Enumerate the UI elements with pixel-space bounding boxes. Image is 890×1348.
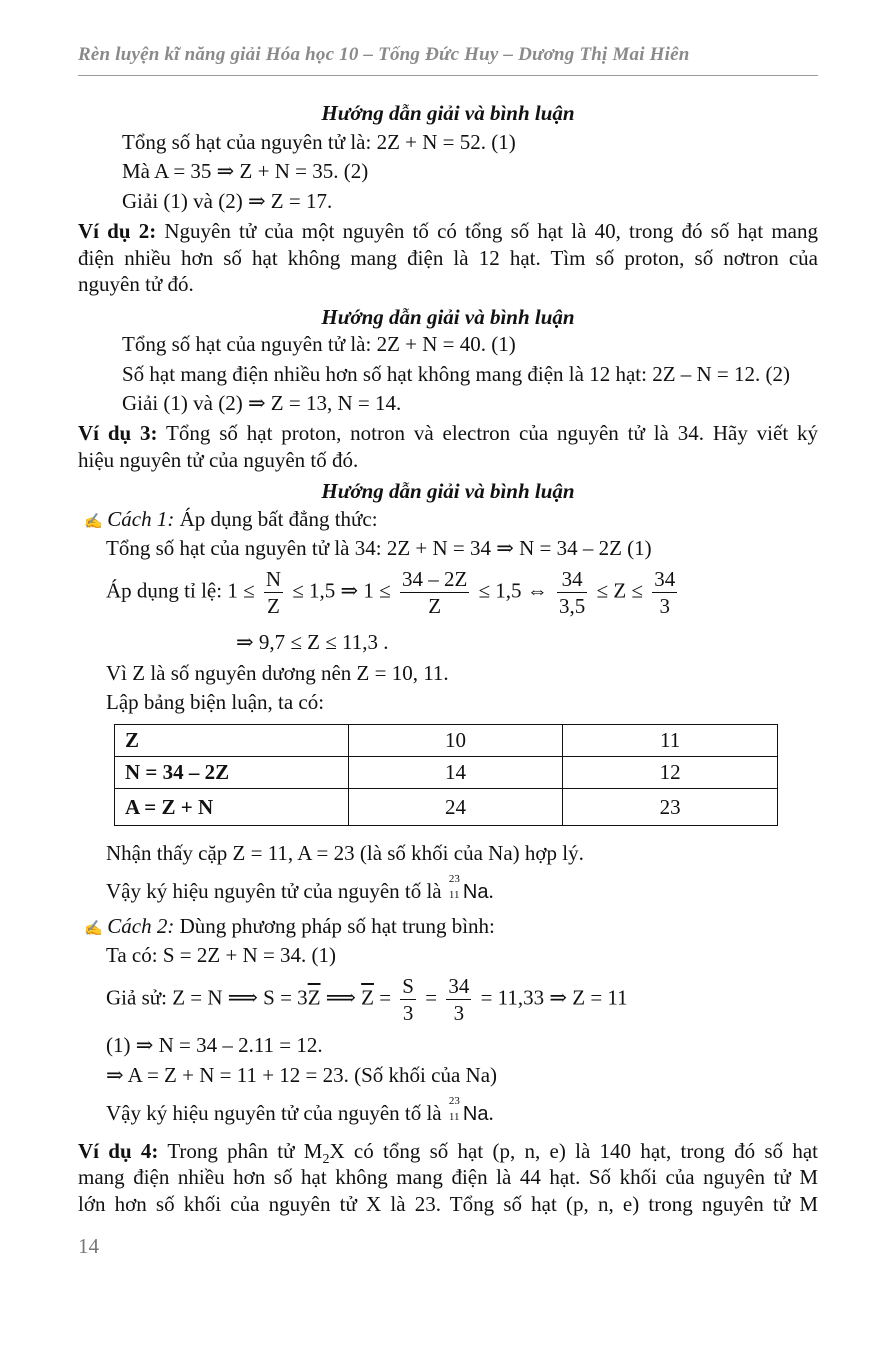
numerator: N [265,567,282,591]
fraction [400,566,469,619]
ineq-text: ≤ 1,5 ⇔ [478,578,548,603]
table-cell: 11 [563,725,778,757]
element-symbol: Na [462,881,489,903]
fraction [446,973,471,1026]
method-label: Cách 1: [107,507,175,531]
solution-line: ⇒ 9,7 ≤ Z ≤ 11,3 . [236,630,389,654]
avg-text: S = 3 [263,985,308,1010]
symbol-text: Vậy ký hiệu nguyên tử của nguyên tố là [106,1101,442,1125]
solution-line: Ta có: S = 2Z + N = 34. (1) [106,943,337,967]
solution-heading: Hướng dẫn giải và bình luận [321,101,575,125]
atomic-number: 11 [448,1111,460,1123]
table-cell: 10 [348,725,563,757]
solution-line: Tổng số hạt của nguyên tử là: 2Z + N = 40. (1) [122,332,516,356]
method-2-title [84,913,495,942]
header-divider [78,75,818,76]
numerator: 34 [654,567,676,591]
table-cell: 24 [348,789,563,826]
table-cell: 12 [563,757,778,789]
atomic-number: 11 [448,889,460,901]
example-label: Ví dụ 2: [78,219,157,243]
subscript: 2 [322,1152,330,1168]
table-cell: 14 [348,757,563,789]
method-description: Dùng phương pháp số hạt trung bình: [179,914,495,938]
inequality-line [106,566,681,619]
example-text [167,1139,818,1168]
denominator: 3 [453,1001,465,1025]
z-bar: $\overline{Z}$ [361,985,374,1010]
solution-line: Giải (1) và (2) ⇒ Z = 17. [122,189,333,213]
pencil-icon: ✍ [84,514,103,530]
denominator: 3,5 [559,594,586,618]
example-text-part: Trong phân tử M [167,1139,323,1163]
solution-line: (1) ⇒ N = 34 – 2.11 = 12. [106,1033,323,1057]
example-label: Ví dụ 3: [78,421,158,445]
numerator: S [402,974,414,998]
solution-line: Lập bảng biện luận, ta có: [106,690,325,714]
example-text: Tổng số hạt proton, notron và electron của nguyên tử là 34. Hãy viết ký [166,421,819,445]
example-3-line [78,420,818,446]
solution-heading: Hướng dẫn giải và bình luận [321,305,575,329]
ineq-text: ≤ 1,5 ⇒ 1 ≤ [292,578,391,603]
example-2-line: điện nhiều hơn số hạt không mang điện là 12 hạt. Tìm số proton, số nơtron của [78,246,818,270]
isotope-numbers [448,1095,463,1124]
avg-text: = 11,33 ⇒ Z = 11 [480,985,628,1010]
table-row [115,757,778,789]
avg-text: = [425,985,438,1010]
solution-line: Giải (1) và (2) ⇒ Z = 13, N = 14. [122,391,402,415]
method-1-title [84,506,378,535]
symbol-line [106,1095,494,1127]
example-text-part: X có tổng số hạt (p, n, e) là 140 hạt, trong đó số hạt [329,1139,818,1163]
example-label: Ví dụ 4: [78,1139,159,1163]
example-4-line: lớn hơn số khối của nguyên tử X là 23. Tổng số hạt (p, n, e) trong nguyên tử M [78,1192,818,1216]
avg-text: Giả sử: Z = N [106,985,223,1010]
denominator: 3 [659,594,670,618]
fraction [557,566,587,619]
mass-number: 23 [448,873,460,885]
running-header: Rèn luyện kĩ năng giải Hóa học 10 – Tống Đức Huy – Dương Thị Mai Hiên [78,44,690,65]
numerator: 34 – 2Z [401,567,468,591]
element-symbol: Na [462,1103,489,1125]
solution-line: Vì Z là số nguyên dương nên Z = 10, 11. [106,661,449,685]
page-number: 14 [78,1234,99,1258]
fraction [652,566,677,619]
table-cell: N = 34 – 2Z [115,757,349,789]
example-2-line [78,218,818,244]
example-3-line: hiệu nguyên tử của nguyên tố đó. [78,448,359,472]
pencil-icon: ✍ [84,921,103,937]
example-4-line: mang điện nhiều hơn số hạt không mang điện là 44 hạt. Số khối của nguyên tử M [78,1165,818,1189]
example-text: Nguyên tử của một nguyên tố có tổng số hạt là 40, trong đó số hạt mang [164,219,818,243]
implies-arrow: ⟹ [325,985,356,1010]
method-description: Áp dụng bất đẳng thức: [179,507,378,531]
solution-heading: Hướng dẫn giải và bình luận [321,479,575,503]
solution-line: Số hạt mang điện nhiều hơn số hạt không mang điện là 12 hạt: 2Z – N = 12. (2) [122,362,791,386]
mass-number: 23 [448,1095,460,1107]
symbol-line [106,873,494,905]
ineq-text: ≤ Z ≤ [596,578,643,603]
isotope-numbers [448,873,463,902]
numerator: 34 [557,566,587,593]
avg-text: = [379,985,392,1010]
average-line [106,973,628,1026]
sentence-end: . [488,879,494,903]
fraction [264,566,283,619]
table-row [115,789,778,826]
solution-line: Mà A = 35 ⇒ Z + N = 35. (2) [122,159,369,183]
solution-line: Nhận thấy cặp Z = 11, A = 23 (là số khối của Na) hợp lý. [106,841,584,865]
discussion-table [114,724,778,826]
z-bar: $\overline{Z}$ [307,985,321,1010]
fraction [400,973,416,1026]
solution-line: Tổng số hạt của nguyên tử là: 2Z + N = 52. (1) [122,130,516,154]
sentence-end: . [488,1101,494,1125]
table-cell: 23 [563,789,778,826]
denominator: Z [428,594,442,618]
symbol-text: Vậy ký hiệu nguyên tử của nguyên tố là [106,879,442,903]
denominator: Z [267,594,280,618]
table-row [115,725,778,757]
solution-line: ⇒ A = Z + N = 11 + 12 = 23. (Số khối của Na) [106,1063,498,1087]
method-label: Cách 2: [107,914,175,938]
example-2-line: nguyên tử đó. [78,272,194,296]
table-cell: A = Z + N [115,789,349,826]
numerator: 34 [448,974,470,998]
ineq-text: Áp dụng tỉ lệ: 1 ≤ [106,578,255,603]
denominator: 3 [402,1001,414,1025]
solution-line: Tổng số hạt của nguyên tử là 34: 2Z + N = 34 ⇒ N = 34 – 2Z (1) [106,536,652,560]
table-cell: Z [115,725,349,757]
implies-arrow: ⟹ [227,985,258,1010]
